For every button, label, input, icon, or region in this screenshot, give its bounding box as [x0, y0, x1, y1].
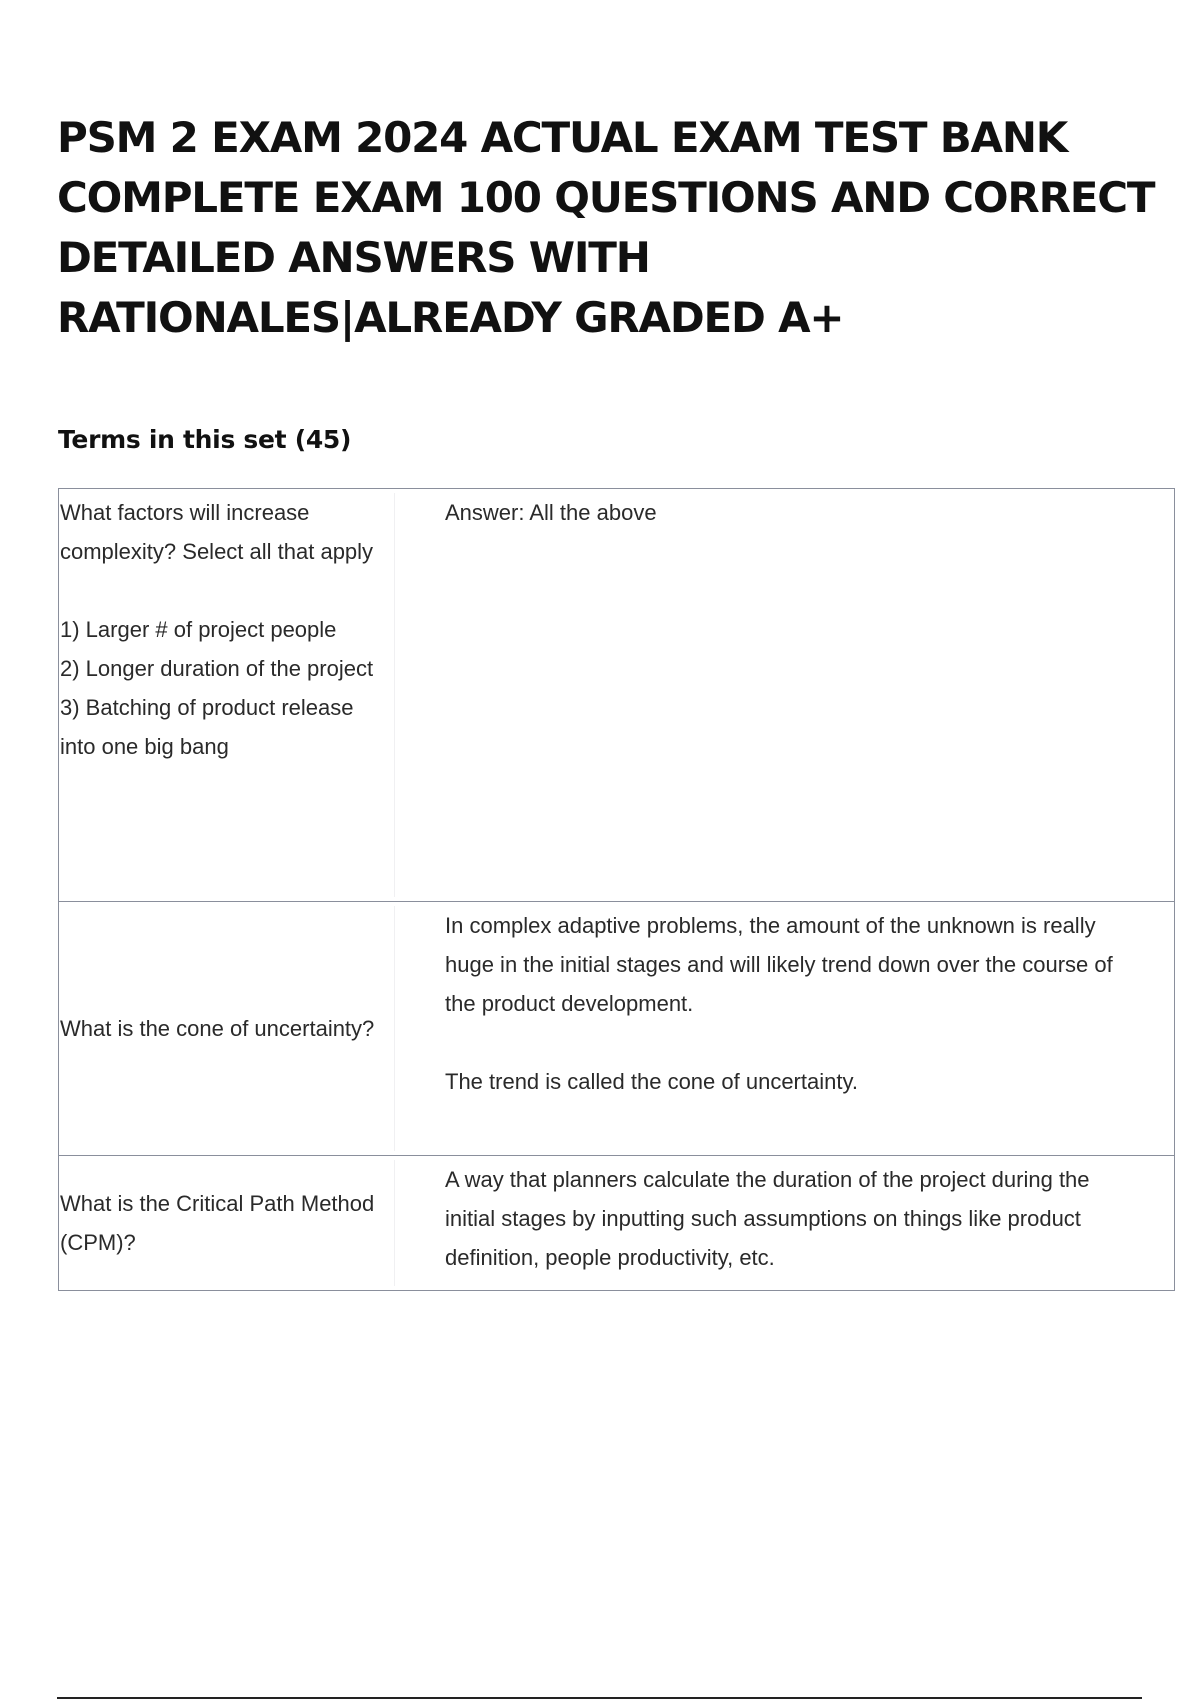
term-answer: Answer: All the above: [445, 500, 657, 525]
term-question-text: What is the cone of uncertainty?: [60, 1016, 375, 1041]
term-question: [59, 906, 395, 1151]
footer-divider: [57, 1697, 1142, 1699]
page-title: PSM 2 EXAM 2024 ACTUAL EXAM TEST BANK COMPLETE EXAM 100 QUESTIONS AND CORRECT DETAILED ANSWERS WITH RATIONALES|ALREADY GRADED A+: [57, 113, 1155, 342]
term-answer: A way that planners calculate the duration of the project during the initial stages by inputting such assumptions on things like product definition, people productivity, etc.: [445, 1167, 1096, 1270]
term-question: [59, 493, 395, 897]
term-row: [59, 489, 1174, 901]
term-question: [59, 1160, 395, 1286]
term-row: [59, 1155, 1174, 1290]
term-row: [59, 901, 1174, 1155]
term-answer: In complex adaptive problems, the amount of the unknown is really huge in the initial stages and will likely trend down over the course of the product development. The trend is called the cone of uncertainty.: [445, 913, 1113, 1094]
term-question-text: What is the Critical Path Method (CPM)?: [60, 1191, 381, 1255]
term-question-text: What factors will increase complexity? Select all that apply 1) Larger # of project people 2) Longer duration of the project 3) Batching of product release into one big bang: [60, 500, 374, 759]
terms-set-heading: Terms in this set (45): [58, 425, 352, 454]
terms-table: [58, 488, 1175, 1291]
